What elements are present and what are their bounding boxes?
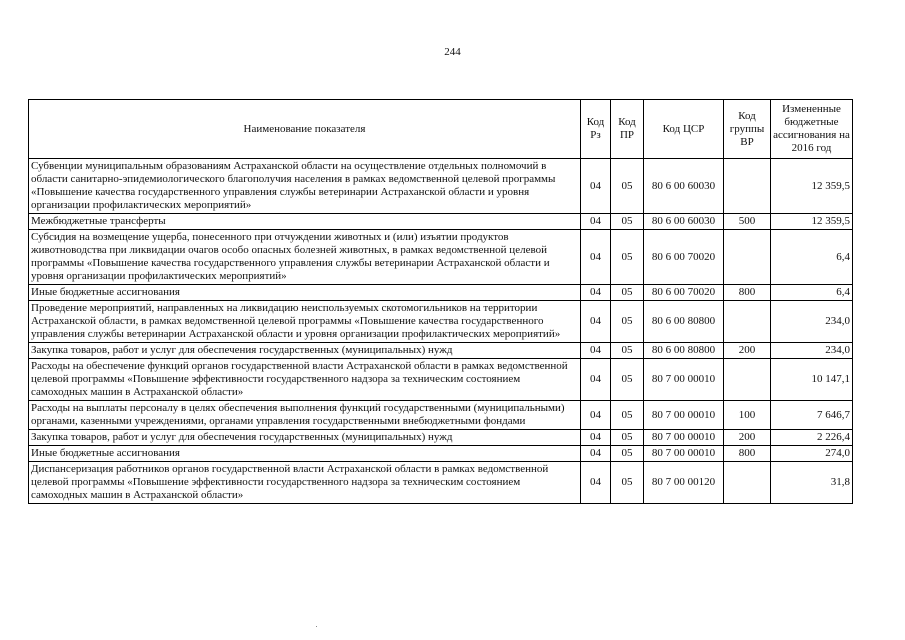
- table-row: [29, 430, 853, 446]
- cell-csr: 80 6 00 80800: [644, 343, 724, 359]
- table-row: [29, 301, 853, 343]
- table-row: [29, 343, 853, 359]
- cell-vr: [724, 359, 771, 401]
- table-row: [29, 285, 853, 301]
- cell-amount: 10 147,1: [771, 359, 853, 401]
- cell-rz: 04: [581, 159, 611, 214]
- cell-rz: 04: [581, 343, 611, 359]
- cell-vr: 200: [724, 343, 771, 359]
- budget-table: [28, 99, 853, 504]
- cell-pr: 05: [611, 230, 644, 285]
- cell-pr: 05: [611, 446, 644, 462]
- cell-vr: 500: [724, 214, 771, 230]
- table-row: [29, 159, 853, 214]
- cell-name: Расходы на выплаты персоналу в целях обеспечения выполнения функций государственными (муниципальными) органами, казенными учреждениями, органами управления государственными внебюджетными фондами: [29, 401, 581, 430]
- cell-csr: 80 6 00 70020: [644, 285, 724, 301]
- cell-pr: 05: [611, 159, 644, 214]
- cell-amount: 2 226,4: [771, 430, 853, 446]
- header-name: Наименование показателя: [29, 100, 581, 159]
- table-row: [29, 214, 853, 230]
- cell-rz: 04: [581, 462, 611, 504]
- table-row: [29, 230, 853, 285]
- cell-csr: 80 7 00 00010: [644, 401, 724, 430]
- cell-vr: [724, 301, 771, 343]
- cell-vr: 800: [724, 446, 771, 462]
- table-row: [29, 401, 853, 430]
- header-rz: Код Рз: [581, 100, 611, 159]
- table-body: [29, 159, 853, 504]
- cell-csr: 80 6 00 80800: [644, 301, 724, 343]
- cell-vr: [724, 462, 771, 504]
- cell-vr: 100: [724, 401, 771, 430]
- cell-amount: 6,4: [771, 285, 853, 301]
- cell-csr: 80 6 00 70020: [644, 230, 724, 285]
- table-row: [29, 462, 853, 504]
- cell-rz: 04: [581, 214, 611, 230]
- cell-name: Субсидия на возмещение ущерба, понесенного при отчуждении животных и (или) изъятии продуктов животноводства при ликвидации очагов особо опасных болезней животных, в рамках ведомственной целевой программы «Повышение качества государственного управления службы ветеринарии Астраханской области и уровня организации профилактических мероприятий»: [29, 230, 581, 285]
- cell-csr: 80 7 00 00010: [644, 430, 724, 446]
- scan-mark: [316, 626, 317, 627]
- cell-amount: 6,4: [771, 230, 853, 285]
- cell-csr: 80 7 00 00120: [644, 462, 724, 504]
- header-pr: Код ПР: [611, 100, 644, 159]
- cell-pr: 05: [611, 430, 644, 446]
- cell-name: Закупка товаров, работ и услуг для обеспечения государственных (муниципальных) нужд: [29, 343, 581, 359]
- header-amount: Измененные бюджетные ассигнования на 2016 год: [771, 100, 853, 159]
- header-csr: Код ЦСР: [644, 100, 724, 159]
- cell-amount: 7 646,7: [771, 401, 853, 430]
- cell-name: Закупка товаров, работ и услуг для обеспечения государственных (муниципальных) нужд: [29, 430, 581, 446]
- cell-name: Иные бюджетные ассигнования: [29, 285, 581, 301]
- cell-name: Межбюджетные трансферты: [29, 214, 581, 230]
- cell-amount: 12 359,5: [771, 159, 853, 214]
- cell-amount: 12 359,5: [771, 214, 853, 230]
- cell-vr: [724, 230, 771, 285]
- cell-rz: 04: [581, 359, 611, 401]
- cell-rz: 04: [581, 285, 611, 301]
- cell-name: Субвенции муниципальным образованиям Астраханской области на осуществление отдельных полномочий в области санитарно-эпидемиологического благополучия населения в рамках ведомственной целевой программы «Повышение качества государственного управления службы ветеринарии Астраханской области и уровня организации профилактических мероприятий»: [29, 159, 581, 214]
- cell-pr: 05: [611, 401, 644, 430]
- cell-amount: 234,0: [771, 301, 853, 343]
- cell-pr: 05: [611, 301, 644, 343]
- cell-amount: 274,0: [771, 446, 853, 462]
- cell-vr: 200: [724, 430, 771, 446]
- cell-amount: 234,0: [771, 343, 853, 359]
- cell-name: Иные бюджетные ассигнования: [29, 446, 581, 462]
- cell-name: Расходы на обеспечение функций органов государственной власти Астраханской области в рамках ведомственной целевой программы «Повышение эффективности государственного надзора за техническим состоянием самоходных машин в Астраханской области»: [29, 359, 581, 401]
- table-row: [29, 446, 853, 462]
- cell-rz: 04: [581, 401, 611, 430]
- table-header: [29, 100, 853, 159]
- cell-rz: 04: [581, 446, 611, 462]
- cell-csr: 80 7 00 00010: [644, 359, 724, 401]
- cell-pr: 05: [611, 359, 644, 401]
- page-number: 244: [444, 46, 461, 58]
- cell-csr: 80 7 00 00010: [644, 446, 724, 462]
- cell-pr: 05: [611, 462, 644, 504]
- cell-vr: 800: [724, 285, 771, 301]
- cell-pr: 05: [611, 285, 644, 301]
- cell-vr: [724, 159, 771, 214]
- cell-name: Проведение мероприятий, направленных на ликвидацию неиспользуемых скотомогильников на территории Астраханской области, в рамках ведомственной целевой программы «Повышение качества государственного управления службы ветеринарии Астраханской области и уровня организации профилактических мероприятий»: [29, 301, 581, 343]
- cell-rz: 04: [581, 301, 611, 343]
- header-vr: Код группы ВР: [724, 100, 771, 159]
- cell-csr: 80 6 00 60030: [644, 214, 724, 230]
- cell-pr: 05: [611, 343, 644, 359]
- cell-pr: 05: [611, 214, 644, 230]
- table-row: [29, 359, 853, 401]
- cell-name: Диспансеризация работников органов государственной власти Астраханской области в рамках ведомственной целевой программы «Повышение эффективности государственного надзора за техническим состоянием самоходных машин в Астраханской области»: [29, 462, 581, 504]
- cell-csr: 80 6 00 60030: [644, 159, 724, 214]
- cell-rz: 04: [581, 430, 611, 446]
- cell-amount: 31,8: [771, 462, 853, 504]
- cell-rz: 04: [581, 230, 611, 285]
